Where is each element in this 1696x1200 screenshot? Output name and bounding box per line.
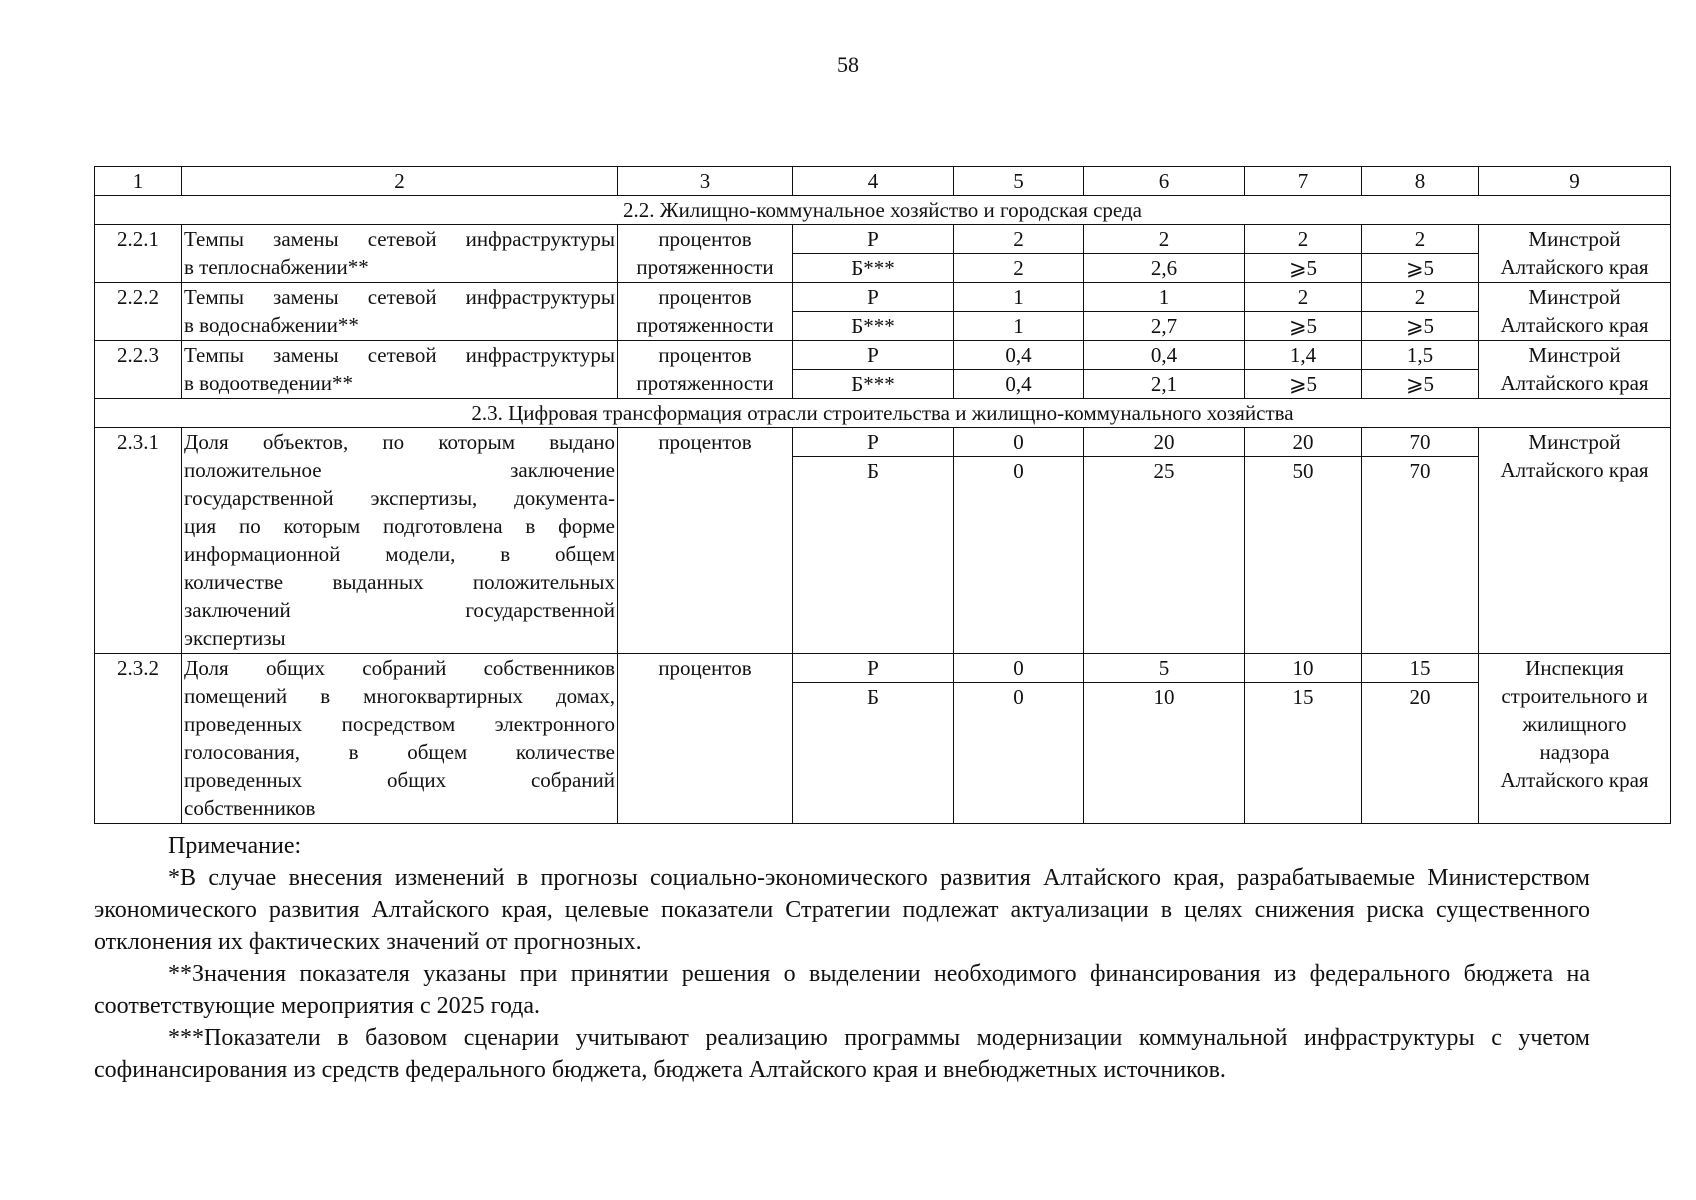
value-cell: 20	[1362, 683, 1479, 824]
indicator-name-line: в теплоснабжении**	[184, 255, 369, 279]
value-cell: 0	[954, 654, 1084, 683]
indicator-name-line: проведенных общих собраний	[184, 768, 615, 792]
unit-cell-line: протяженности	[636, 255, 774, 279]
section-title-2-2: 2.2. Жилищно-коммунальное хозяйство и городская среда	[95, 196, 1671, 225]
header-col-6: 6	[1084, 167, 1245, 196]
value-cell: 0,4	[954, 370, 1084, 399]
responsible-cell	[1479, 225, 1671, 283]
value-cell: 1	[954, 283, 1084, 312]
value-cell: ⩾5	[1362, 312, 1479, 341]
value-cell: 10	[1084, 683, 1245, 824]
responsible-cell-line: Алтайского края	[1500, 255, 1649, 279]
value-cell: ⩾5	[1245, 370, 1362, 399]
indicator-name	[182, 654, 618, 824]
section-row	[95, 399, 1671, 428]
value-cell: 0	[954, 683, 1084, 824]
unit-cell-line: процентов	[658, 343, 752, 367]
value-cell: 0,4	[954, 341, 1084, 370]
row-number: 2.2.1	[95, 225, 182, 283]
responsible-cell-line: строительного и	[1501, 684, 1648, 708]
note-item: ***Показатели в базовом сценарии учитывают реализацию программы модернизации коммунальной инфраструктуры с учетом софинансирования из средств федерального бюджета, бюджета Алтайского края и внебюджетных источников.	[94, 1025, 1590, 1083]
value-cell: 1,5	[1362, 341, 1479, 370]
scenario-label: Р	[793, 283, 954, 312]
note-item: *В случае внесения изменений в прогнозы социально-экономического развития Алтайского края, разрабатываемые Министерством экономического развития Алтайского края, целевые показатели Стратегии подлежат актуализации в целях снижения риска существенного отклонения их фактических значений от прогнозных.	[94, 865, 1590, 955]
unit-cell	[618, 225, 793, 283]
notes-title: Примечание:	[168, 833, 302, 859]
value-cell: 50	[1245, 457, 1362, 654]
indicator-name-line: Темпы замены сетевой инфраструктуры	[184, 227, 615, 251]
scenario-label: Р	[793, 341, 954, 370]
value-cell: 10	[1245, 654, 1362, 683]
indicator-name-line: количестве выданных положительных	[184, 570, 615, 594]
value-cell: 2,1	[1084, 370, 1245, 399]
responsible-cell-line: Минстрой	[1528, 430, 1621, 454]
value-cell: 0	[954, 457, 1084, 654]
indicator-name-line: информационной модели, в общем	[184, 542, 615, 566]
section-row	[95, 196, 1671, 225]
scenario-label: Б	[793, 457, 954, 654]
value-cell: 20	[1245, 428, 1362, 457]
value-cell: 0,4	[1084, 341, 1245, 370]
note-item: **Значения показателя указаны при принятии решения о выделении необходимого финансирования из федерального бюджета на соответствующие мероприятия с 2025 года.	[94, 961, 1590, 1019]
responsible-cell-line: Минстрой	[1528, 285, 1621, 309]
indicator-name-line: собственников	[184, 796, 316, 820]
value-cell: 0	[954, 428, 1084, 457]
page-number: 58	[837, 52, 859, 77]
responsible-cell-line: Алтайского края	[1500, 768, 1649, 792]
value-cell: 15	[1362, 654, 1479, 683]
indicator-name-line: положительное заключение	[184, 458, 615, 482]
value-cell: 2	[1245, 225, 1362, 254]
responsible-cell-line: надзора	[1539, 740, 1610, 764]
scenario-label: Б***	[793, 312, 954, 341]
value-cell: 2,7	[1084, 312, 1245, 341]
header-col-8: 8	[1362, 167, 1479, 196]
value-cell: 25	[1084, 457, 1245, 654]
value-cell: ⩾5	[1362, 370, 1479, 399]
header-col-4: 4	[793, 167, 954, 196]
value-cell: 15	[1245, 683, 1362, 824]
indicator-name-line: помещений в многоквартирных домах,	[184, 684, 615, 708]
unit-cell	[618, 428, 793, 654]
indicator-name-line: Доля общих собраний собственников	[184, 656, 615, 680]
scenario-label: Б***	[793, 370, 954, 399]
header-col-1: 1	[95, 167, 182, 196]
indicator-name-line: Темпы замены сетевой инфраструктуры	[184, 285, 615, 309]
value-cell: ⩾5	[1245, 254, 1362, 283]
header-col-9: 9	[1479, 167, 1671, 196]
indicator-name-line: в водоснабжении**	[184, 313, 359, 337]
unit-cell-line: процентов	[658, 656, 752, 680]
scenario-label: Р	[793, 654, 954, 683]
table-row	[95, 225, 1671, 254]
indicator-name	[182, 428, 618, 654]
responsible-cell-line: Инспекция	[1525, 656, 1624, 680]
table-row	[95, 341, 1671, 370]
indicator-name-line: Темпы замены сетевой инфраструктуры	[184, 343, 615, 367]
value-cell: 2	[1084, 225, 1245, 254]
indicator-name	[182, 283, 618, 341]
value-cell: 70	[1362, 457, 1479, 654]
scenario-label: Б***	[793, 254, 954, 283]
value-cell: 2	[1362, 225, 1479, 254]
row-number: 2.3.1	[95, 428, 182, 654]
indicator-name-line: в водоотведении**	[184, 371, 353, 395]
unit-cell	[618, 341, 793, 399]
unit-cell-line: протяженности	[636, 313, 774, 337]
indicator-name-line: голосования, в общем количестве	[184, 740, 615, 764]
value-cell: 5	[1084, 654, 1245, 683]
unit-cell-line: процентов	[658, 227, 752, 251]
unit-cell	[618, 654, 793, 824]
value-cell: 1,4	[1245, 341, 1362, 370]
value-cell: 1	[954, 312, 1084, 341]
table-row	[95, 428, 1671, 457]
responsible-cell-line: жилищного	[1522, 712, 1627, 736]
value-cell: ⩾5	[1245, 312, 1362, 341]
header-col-2: 2	[182, 167, 618, 196]
responsible-cell-line: Минстрой	[1528, 227, 1621, 251]
table-row	[95, 283, 1671, 312]
value-cell: 20	[1084, 428, 1245, 457]
table-body	[95, 167, 1671, 824]
responsible-cell-line: Минстрой	[1528, 343, 1621, 367]
value-cell: 2	[1362, 283, 1479, 312]
unit-cell	[618, 283, 793, 341]
table-row	[95, 654, 1671, 683]
indicator-name-line: государственной экспертизы, документа-	[184, 486, 615, 510]
indicator-name	[182, 341, 618, 399]
responsible-cell-line: Алтайского края	[1500, 313, 1649, 337]
row-number: 2.2.2	[95, 283, 182, 341]
scenario-label: Р	[793, 225, 954, 254]
indicator-name-line: экспертизы	[184, 626, 286, 650]
responsible-cell	[1479, 341, 1671, 399]
responsible-cell-line: Алтайского края	[1500, 458, 1649, 482]
unit-cell-line: процентов	[658, 430, 752, 454]
value-cell: 2,6	[1084, 254, 1245, 283]
section-title-2-3: 2.3. Цифровая трансформация отрасли строительства и жилищно-коммунального хозяйства	[95, 399, 1671, 428]
value-cell: 70	[1362, 428, 1479, 457]
indicator-name-line: проведенных посредством электронного	[184, 712, 615, 736]
value-cell: ⩾5	[1362, 254, 1479, 283]
indicator-name-line: заключений государственной	[184, 598, 615, 622]
indicator-name-line: Доля объектов, по которым выдано	[184, 430, 615, 454]
value-cell: 2	[1245, 283, 1362, 312]
value-cell: 1	[1084, 283, 1245, 312]
scenario-label: Б	[793, 683, 954, 824]
responsible-cell-line: Алтайского края	[1500, 371, 1649, 395]
notes-block	[94, 830, 1590, 1086]
header-col-7: 7	[1245, 167, 1362, 196]
responsible-cell	[1479, 654, 1671, 824]
row-number: 2.3.2	[95, 654, 182, 824]
value-cell: 2	[954, 225, 1084, 254]
header-row	[95, 167, 1671, 196]
scenario-label: Р	[793, 428, 954, 457]
row-number: 2.2.3	[95, 341, 182, 399]
unit-cell-line: протяженности	[636, 371, 774, 395]
responsible-cell	[1479, 283, 1671, 341]
responsible-cell	[1479, 428, 1671, 654]
value-cell: 2	[954, 254, 1084, 283]
header-col-5: 5	[954, 167, 1084, 196]
indicator-name-line: ция по которым подготовлена в форме	[184, 514, 615, 538]
header-col-3: 3	[618, 167, 793, 196]
indicator-name	[182, 225, 618, 283]
indicators-table	[94, 166, 1671, 824]
unit-cell-line: процентов	[658, 285, 752, 309]
